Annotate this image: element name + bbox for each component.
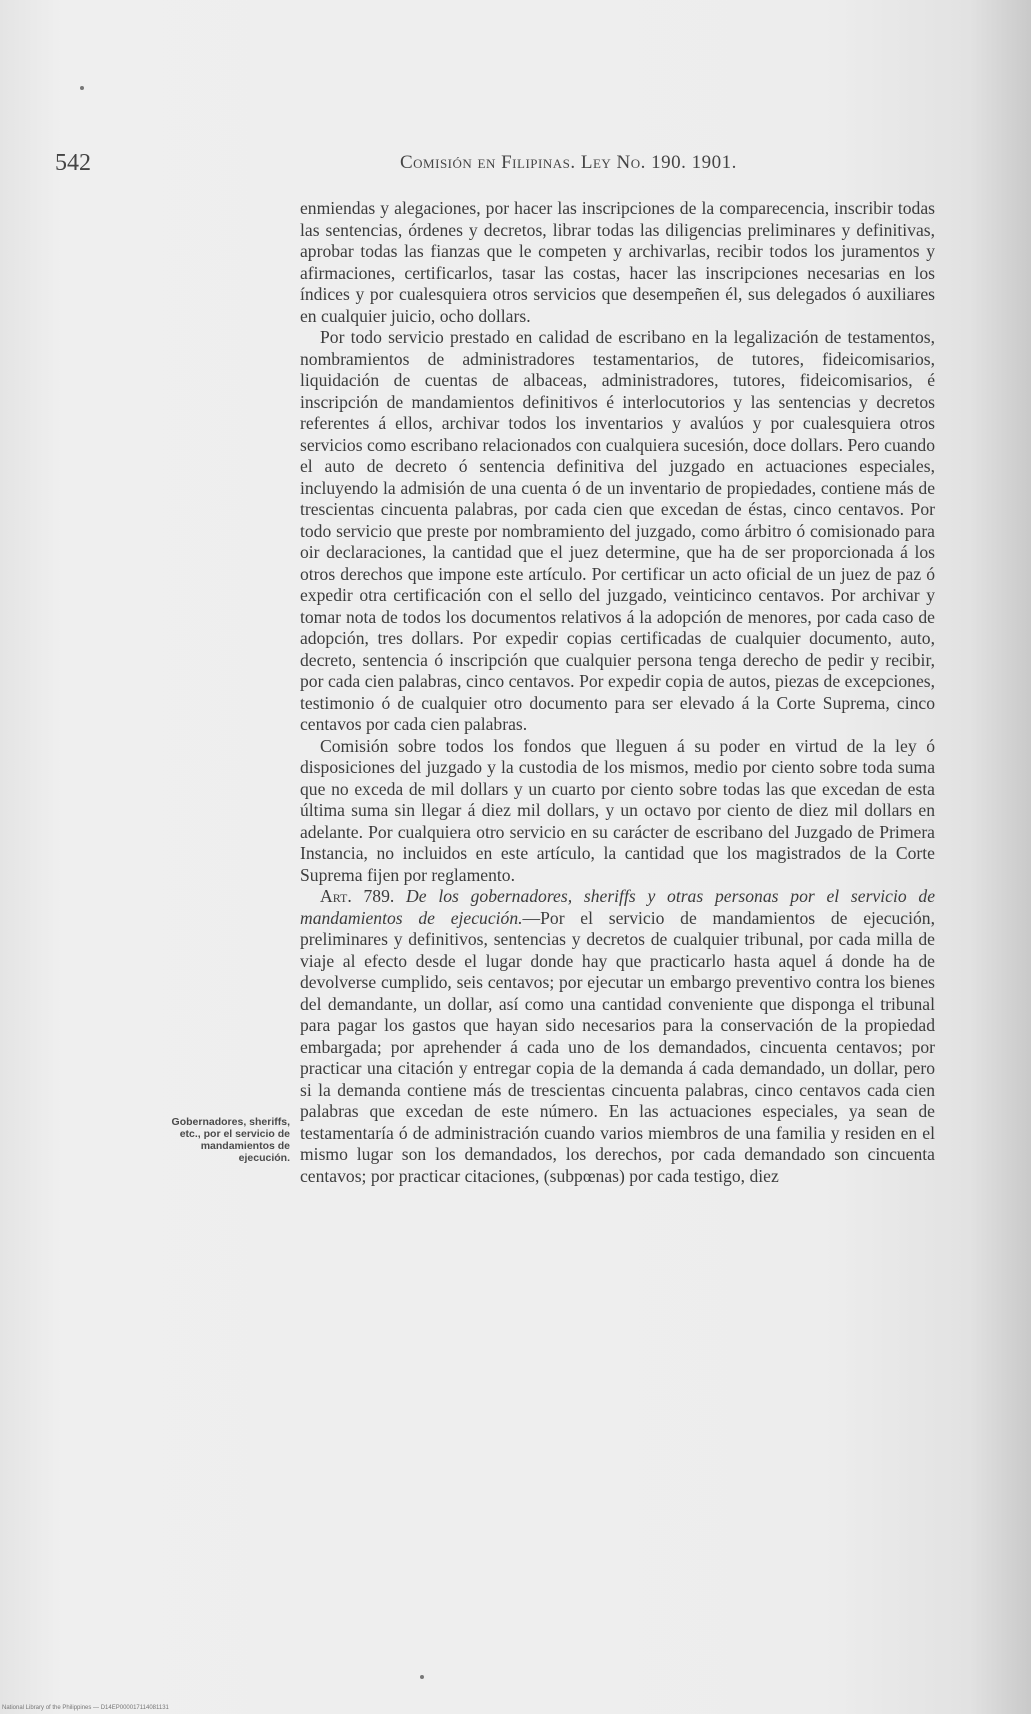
speck <box>420 1675 424 1679</box>
article-paragraph <box>300 886 935 1187</box>
paragraph: Por todo servicio prestado en calidad de escribano en la legalización de testamentos, nombramientos de administradores testamentarios, de tutores, fideicomisarios, liquidación de cuentas de albaceas, administradores, tutores, fideicomisarios, é inscripción de mandamientos definitivos é interlocutorios y las sentencias y decretos referentes á ellos, archivar todos los inventarios y avalúos y por cualesquiera otros servicios como escribano relacionados con cualquiera sucesión, doce dollars. Pero cuando el auto de decreto ó sentencia definitiva del juzgado en actuaciones especiales, incluyendo la admisión de una cuenta ó de un inventario de propiedades, contiene más de trescientas cincuenta palabras, por cada cien que excedan de éstas, cinco centavos. Por todo servicio que preste por nombramiento del juzgado, como árbitro ó comisionado para oir declaraciones, la cantidad que el juez determine, que ha de ser proporcionada á los otros derechos que impone este artículo. Por certificar un acto oficial de un juez de paz ó expedir otra certificación con el sello del juzgado, veinticinco centavos. Por archivar y tomar nota de todos los documentos relativos á la adopción de menores, por cada caso de adopción, tres dollars. Por expedir copias certificadas de cualquier documento, auto, decreto, sentencia ó inscripción que cualquier persona tenga derecho de pedir y recibir, por cada cien palabras, cinco centavos. Por expedir copia de autos, piezas de excepciones, testimonio ó de cualquier otro documento para ser elevado á la Corte Suprema, cinco centavos por cada cien palabras. <box>300 327 935 734</box>
speck <box>80 86 84 90</box>
page-header <box>55 150 935 182</box>
paragraph: enmiendas y alegaciones, por hacer las inscripciones de la comparecencia, inscribir todas las sentencias, órdenes y decretos, librar todas las diligencias preliminares y definitivas, aprobar todas las fianzas que le competen y archivarlas, recibir todos los juramentos y afirmaciones, certificarlos, tasar las costas, hacer las inscripciones necesarias en los índices y por cualesquiera otros servicios que desempeñen él, sus delegados ó auxiliares en cualquier juicio, ocho dollars. <box>300 198 935 326</box>
body-text <box>300 198 935 1187</box>
margin-note: Gobernadores, sheriffs, etc., por el servicio de mandamientos de ejecución. <box>171 1116 290 1164</box>
page-number: 542 <box>55 150 91 176</box>
paragraph: Comisión sobre todos los fondos que lleguen á su poder en virtud de la ley ó disposiciones del juzgado y la custodia de los mismos, medio por ciento sobre toda suma que no exceda de mil dollars y un cuarto por ciento sobre todas las que excedan de esta última suma sin llegar á diez mil dollars, y un octavo por ciento de diez mil dollars en adelante. Por cualquiera otro servicio en su carácter de escribano del Juzgado de Primera Instancia, no incluidos en este artículo, la cantidad que los magistrados de la Corte Suprema fijen por reglamento. <box>300 735 935 885</box>
article-number: Art. 789. <box>320 886 395 906</box>
running-head: Comisión en Filipinas. Ley No. 190. 1901. <box>400 152 737 173</box>
article-text: —Por el servicio de mandamientos de ejecución, preliminares y definitivos, sentencias y decretos de cualquier tribunal, por cada milla de viaje al efecto desde el lugar donde hay que practicarlo hasta aquel á donde ha de devolverse cumplido, seis centavos; por ejecutar un embargo preventivo contra los bienes del demandante, un dollar, así como una cantidad conveniente que disponga el tribunal para pagar los gastos que hayan sido necesarios para la conservación de la propiedad embargada; por aprehender á cada uno de los demandados, cincuenta centavos; por practicar una citación y entregar copia de la demanda á cada demandado, un dollar, pero si la demanda contiene más de trescientas cincuenta palabras, cinco centavos cada cien palabras que excedan de este número. En las actuaciones especiales, ya sean de testamentaría ó de administración cuando varios miembros de una familia y residen en el mismo lugar son los demandados, los derechos, por cada demandado son cincuenta centavos; por practicar citaciones, (subpœnas) por cada testigo, diez <box>300 907 935 1186</box>
footer-credit: National Library of the Philippines — D14EP000017114081131 <box>2 1705 169 1711</box>
article-title: De los gobernadores, sheriffs y otras personas por el servicio de mandamientos de ejecución. <box>300 886 935 928</box>
